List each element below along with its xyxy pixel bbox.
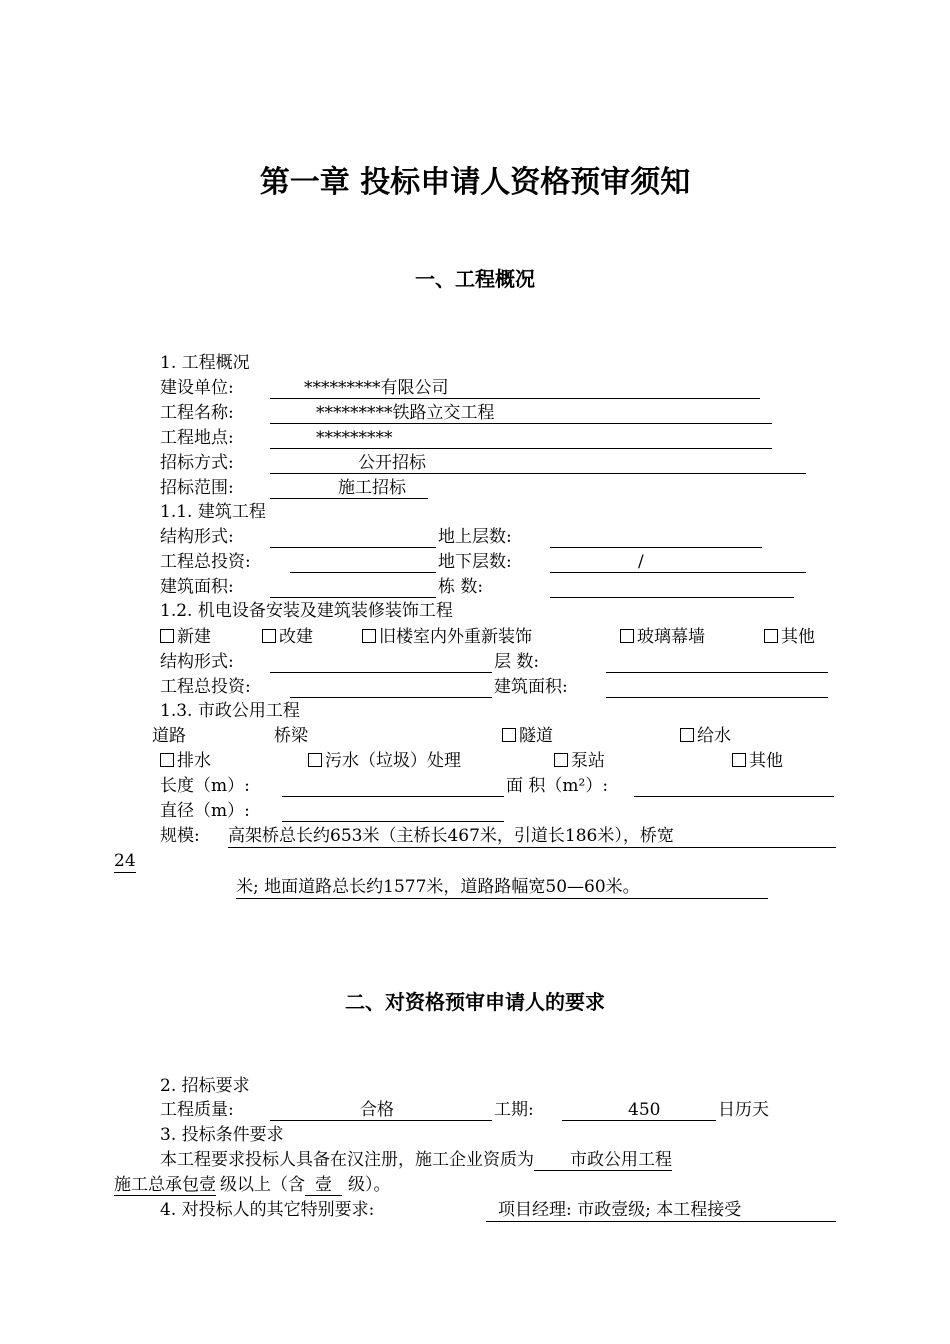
total-invest2-field xyxy=(290,677,492,698)
length-label: 长度（m）: xyxy=(160,776,250,796)
checkbox-icon xyxy=(160,753,174,767)
location-value: ********* xyxy=(316,428,393,448)
period-label: 工期: xyxy=(494,1100,534,1120)
builder-label: 建设单位: xyxy=(160,378,234,398)
bid-scope-value: 施工招标 xyxy=(338,478,406,498)
location-field xyxy=(270,428,772,449)
option-bridge[interactable] xyxy=(274,725,308,747)
checkbox-icon xyxy=(362,629,376,643)
total-invest-label: 工程总投资: xyxy=(160,552,251,572)
item1-title: 1. 工程概况 xyxy=(160,353,250,373)
checkbox-icon xyxy=(160,629,174,643)
option-other2-label: 其他 xyxy=(749,751,783,771)
option-pump-label: 泵站 xyxy=(571,751,605,771)
option-water-supply-label: 给水 xyxy=(697,726,731,746)
area-label: 面 积（m²）: xyxy=(506,776,609,796)
item4-title: 4. 对投标人的其它特别要求: xyxy=(160,1200,375,1220)
quality-value: 合格 xyxy=(360,1100,394,1120)
length-field xyxy=(282,776,504,797)
option-renovation[interactable] xyxy=(362,626,532,648)
option-road[interactable] xyxy=(152,725,186,747)
option-curtain-wall-label: 玻璃幕墙 xyxy=(637,627,705,647)
floors-below-field xyxy=(550,552,806,573)
bid-scope-label: 招标范围: xyxy=(160,478,234,498)
checkbox-icon xyxy=(764,629,778,643)
item1-3-title: 1.3. 市政公用工程 xyxy=(160,701,300,721)
buildings-field xyxy=(550,577,794,598)
total-invest2-label: 工程总投资: xyxy=(160,677,251,697)
bid-method-field xyxy=(270,453,806,474)
condition-grade-text: 施工总承包壹 xyxy=(114,1175,216,1195)
section1-heading: 一、工程概况 xyxy=(415,267,535,291)
checkbox-icon xyxy=(554,753,568,767)
area-field xyxy=(634,776,834,797)
floors2-label: 层 数: xyxy=(494,652,540,672)
diameter-label: 直径（m）: xyxy=(160,801,250,821)
floors-below-value: / xyxy=(638,552,644,572)
item3-title: 3. 投标条件要求 xyxy=(160,1125,284,1145)
quality-field xyxy=(270,1100,492,1121)
builder-field xyxy=(270,378,760,399)
scale-line2: 24 xyxy=(114,851,136,871)
option-tunnel-label: 隧道 xyxy=(519,726,553,746)
option-bridge-label: 桥梁 xyxy=(274,726,308,746)
checkbox-icon xyxy=(262,629,276,643)
item4-value xyxy=(486,1199,836,1222)
option-road-label: 道路 xyxy=(152,726,186,746)
option-drainage-label: 排水 xyxy=(177,751,211,771)
option-renovation-label: 旧楼室内外重新装饰 xyxy=(379,627,532,647)
bid-method-label: 招标方式: xyxy=(160,453,234,473)
project-name-value: *********铁路立交工程 xyxy=(316,403,495,423)
option-rebuild-label: 改建 xyxy=(279,627,313,647)
structure2-label: 结构形式: xyxy=(160,652,234,672)
build-area2-label: 建筑面积: xyxy=(494,677,568,697)
scale-line3: 米; 地面道路总长约1577米，道路路幅宽50—60米。 xyxy=(236,876,768,899)
condition-grade-value: 壹 xyxy=(305,1175,342,1196)
section2-heading: 二、对资格预审申请人的要求 xyxy=(345,990,605,1014)
bid-method-value: 公开招标 xyxy=(358,453,426,473)
option-pump[interactable] xyxy=(554,750,605,772)
quality-label: 工程质量: xyxy=(160,1100,234,1120)
option-tunnel[interactable] xyxy=(502,725,553,747)
condition-line1 xyxy=(160,1149,672,1171)
condition-line2 xyxy=(114,1174,391,1196)
floors2-field xyxy=(606,652,828,673)
option-other-label: 其他 xyxy=(781,627,815,647)
option-curtain-wall[interactable] xyxy=(620,626,705,648)
period-field xyxy=(562,1100,716,1121)
bid-scope-field xyxy=(270,478,428,499)
diameter-field xyxy=(282,801,504,822)
item2-title: 2. 招标要求 xyxy=(160,1076,250,1096)
build-area-field xyxy=(270,577,436,598)
option-other2[interactable] xyxy=(732,750,783,772)
checkbox-icon xyxy=(308,753,322,767)
period-unit: 日历天 xyxy=(718,1100,769,1120)
condition-qualification: 市政公用工程 xyxy=(534,1150,672,1171)
option-rebuild[interactable] xyxy=(262,626,313,648)
option-drainage[interactable] xyxy=(160,750,211,772)
condition-grade-end: 级）。 xyxy=(348,1175,391,1195)
build-area2-field xyxy=(606,677,828,698)
chapter-title: 第一章 投标申请人资格预审须知 xyxy=(259,165,691,200)
option-sewage-label: 污水（垃圾）处理 xyxy=(325,751,461,771)
item4-value-text: 项目经理: 市政壹级; 本工程接受 xyxy=(498,1200,742,1220)
floors-above-label: 地上层数: xyxy=(438,527,512,547)
scale-label: 规模: xyxy=(160,826,200,846)
builder-value: *********有限公司 xyxy=(304,378,449,398)
option-other[interactable] xyxy=(764,626,815,648)
build-area-label: 建筑面积: xyxy=(160,577,234,597)
option-water-supply[interactable] xyxy=(680,725,731,747)
project-name-field xyxy=(270,403,772,424)
item1-1-title: 1.1. 建筑工程 xyxy=(160,502,266,522)
location-label: 工程地点: xyxy=(160,428,234,448)
condition-grade-above: 级以上（含 xyxy=(220,1175,305,1195)
period-value: 450 xyxy=(628,1100,661,1120)
scale-line1: 高架桥总长约653米（主桥长467米，引道长186米），桥宽 xyxy=(228,825,836,848)
checkbox-icon xyxy=(732,753,746,767)
structure-label: 结构形式: xyxy=(160,527,234,547)
item1-2-title: 1.2. 机电设备安装及建筑装修装饰工程 xyxy=(160,601,453,621)
option-new[interactable] xyxy=(160,626,211,648)
option-sewage[interactable] xyxy=(308,750,461,772)
structure-field xyxy=(270,527,436,548)
condition-text-a: 本工程要求投标人具备在汉注册，施工企业资质为 xyxy=(160,1150,534,1170)
floors-above-field xyxy=(550,527,762,548)
checkbox-icon xyxy=(680,728,694,742)
project-name-label: 工程名称: xyxy=(160,403,234,423)
structure2-field xyxy=(270,652,492,673)
total-invest-field xyxy=(290,552,436,573)
buildings-label: 栋 数: xyxy=(438,577,484,597)
checkbox-icon xyxy=(502,728,516,742)
floors-below-label: 地下层数: xyxy=(438,552,512,572)
option-new-label: 新建 xyxy=(177,627,211,647)
checkbox-icon xyxy=(620,629,634,643)
